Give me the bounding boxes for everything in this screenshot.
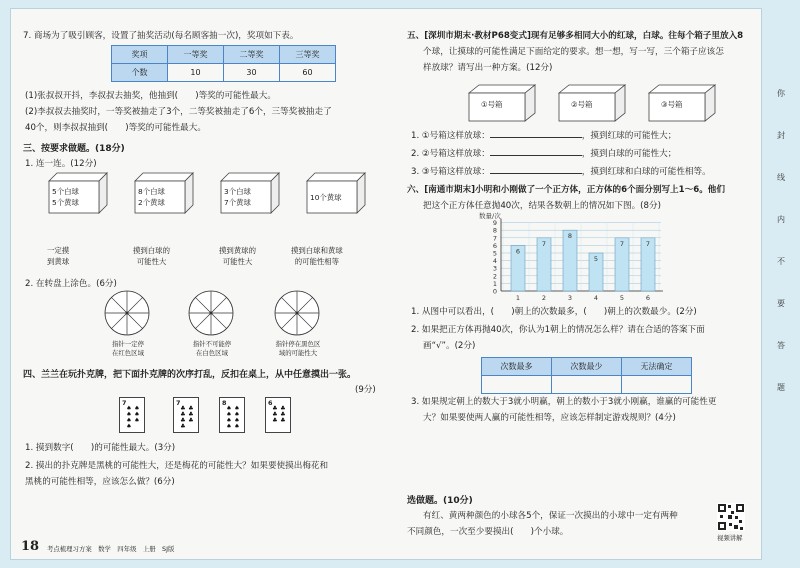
section6-q3-line1: 3. 如果规定朝上的数大于3就小明赢，朝上的数小于3就小刚赢，谁赢的可能性更 <box>411 397 717 407</box>
box-contents <box>52 186 79 208</box>
section6-title-text: 六、[南通市期末]小明和小刚做了一个正方体，正方体的6个面分别写上1～6。他们 <box>407 185 725 195</box>
option-text: 摸到白球的 <box>133 246 170 255</box>
spade-icon: ♠ <box>234 423 240 430</box>
section3-title: 三、按要求做题。(18分) <box>23 144 125 154</box>
sidebar-warning-char: 你 <box>777 89 785 98</box>
club-icon: ♣ <box>188 405 194 412</box>
box-contents <box>224 186 251 208</box>
playing-card[interactable] <box>219 397 245 433</box>
option-text: 摸到黄球的 <box>219 246 256 255</box>
sidebar-warning-char: 答 <box>777 341 785 350</box>
y-tick-label: 3 <box>492 264 497 273</box>
qr-code-icon[interactable] <box>717 503 745 531</box>
worksheet-page <box>10 8 762 560</box>
table-header-cell: 一等奖 <box>168 46 224 64</box>
club-icon: ♣ <box>180 405 186 412</box>
playing-card[interactable] <box>265 397 291 433</box>
section6-q2-line2: 画“√”。(2分) <box>423 341 476 351</box>
section5-line3: 样放球？请写出一种方案。(12分) <box>423 63 553 73</box>
q7-sub2-line2: 40个，则李叔叔抽到( )等奖的可能性最大。 <box>25 123 206 133</box>
spade-icon: ♠ <box>126 405 132 412</box>
card-suit-pips <box>271 406 287 424</box>
section4-q1: 1. 摸到数字( )的可能性最大。(3分) <box>25 443 176 453</box>
section4-title: 四、兰兰在玩扑克牌，把下面扑克牌的次序打乱，反扣在桌上，从中任意摸出一张。 <box>23 370 357 380</box>
bonus-title: 选做题。(10分) <box>407 496 473 506</box>
y-tick-label: 5 <box>492 249 497 258</box>
box2-blank[interactable] <box>490 155 582 156</box>
instruction-line: 在红色区域 <box>112 349 144 357</box>
option-text: 可能性大 <box>136 257 167 266</box>
sidebar-warning-char: 不 <box>777 257 785 266</box>
x-tick-label: 2 <box>541 294 547 301</box>
y-tick-label: 7 <box>492 234 497 243</box>
y-tick-label: 1 <box>492 279 497 288</box>
card-suit-pips <box>125 406 141 430</box>
spinner-wheel[interactable] <box>187 289 235 337</box>
spade-icon: ♠ <box>226 411 232 418</box>
choice-least[interactable]: 次数最少 <box>552 358 622 376</box>
card-rank: 7 <box>176 399 181 407</box>
box3-label-end: ，摸到红球和白球的可能性相等。 <box>581 167 711 177</box>
spade-icon: ♠ <box>226 417 232 424</box>
box-contents <box>138 186 165 208</box>
spinner-instruction <box>93 339 163 357</box>
section6-q3-line2: 大？如果要使两人赢的可能性相等，应该怎样制定游戏规则？(4分) <box>423 413 676 423</box>
choice-unknown[interactable]: 无法确定 <box>622 358 692 376</box>
club-icon: ♣ <box>180 411 186 418</box>
section3-q2-title: 2. 在转盘上涂色。(6分) <box>25 279 117 289</box>
choice-mark-cell[interactable] <box>622 376 692 394</box>
club-icon: ♣ <box>188 411 194 418</box>
card-rank: 6 <box>268 399 273 407</box>
spade-icon: ♠ <box>126 417 132 424</box>
page-number: 18 <box>21 539 40 554</box>
club-icon: ♣ <box>188 417 194 424</box>
box-line: 5个黄球 <box>52 198 79 207</box>
dice-bar-chart <box>477 211 677 301</box>
qr-label: 视频讲解 <box>717 534 743 542</box>
box1-blank[interactable] <box>490 137 582 138</box>
club-icon: ♣ <box>272 411 278 418</box>
club-icon: ♣ <box>180 423 186 430</box>
box1-label-end: ，摸到红球的可能性大； <box>581 131 677 141</box>
instruction-line: 指针停在黑色区 <box>275 340 321 348</box>
spinner-instruction <box>177 339 247 357</box>
y-tick-label: 8 <box>492 226 497 235</box>
section6-q2-line1: 2. 如果把正方体再抛40次，你认为1朝上的情况怎么样？请在合适的答案下面 <box>411 325 705 335</box>
section5-title-text: 五、[深圳市期末·教材P68变式]现有足够多相同大小的红球，白球。往每个箱子里放入8 <box>407 31 744 41</box>
box2-label-end: ，摸到白球的可能性大； <box>581 149 677 159</box>
x-tick-label: 4 <box>593 294 599 301</box>
spade-icon: ♠ <box>134 405 140 412</box>
instruction-line: 指针不可能停 <box>192 340 232 348</box>
table-header-cell: 三等奖 <box>280 46 336 64</box>
box-contents <box>310 192 342 203</box>
spade-icon: ♠ <box>234 405 240 412</box>
card-rank: 7 <box>122 399 127 407</box>
spinner-wheel[interactable] <box>103 289 151 337</box>
bar-value-label: 7 <box>619 239 625 248</box>
table-cell: 10 <box>168 64 224 82</box>
club-icon: ♣ <box>272 417 278 424</box>
bar-value-label: 6 <box>515 247 521 256</box>
spade-icon: ♠ <box>134 411 140 418</box>
choice-most[interactable]: 次数最多 <box>482 358 552 376</box>
section6-title <box>407 183 725 195</box>
option-white-likely <box>133 245 170 267</box>
box2-label: 2. ②号箱这样放球： <box>411 149 490 159</box>
bar-value-label: 8 <box>567 232 573 241</box>
sidebar-warning-char: 线 <box>777 173 785 182</box>
section4-score: (9分) <box>355 385 376 395</box>
table-row-label: 个数 <box>112 64 168 82</box>
y-tick-label: 4 <box>492 257 497 266</box>
spade-icon: ♠ <box>126 423 132 430</box>
instruction-line: 在白色区域 <box>196 349 228 357</box>
y-tick-label: 6 <box>492 241 497 250</box>
table-header-cell: 奖项 <box>112 46 168 64</box>
box-number-label: ③号箱 <box>661 100 683 109</box>
box-line: 8个白球 <box>138 187 165 196</box>
spade-icon: ♠ <box>226 405 232 412</box>
sidebar-warning-char: 题 <box>777 383 785 392</box>
box1-label: 1. ①号箱这样放球： <box>411 131 490 141</box>
box1-answer-row <box>411 129 676 141</box>
option-equal <box>291 245 343 267</box>
box-line: 5个白球 <box>52 187 79 196</box>
option-text: 一定摸 <box>47 246 70 255</box>
x-tick-label: 1 <box>515 294 521 301</box>
spade-icon: ♠ <box>234 411 240 418</box>
y-axis-label: 数量/次 <box>479 212 501 220</box>
y-tick-label: 0 <box>492 287 497 296</box>
box-number-label: ②号箱 <box>571 100 593 109</box>
option-text: 的可能性相等 <box>294 257 340 266</box>
club-icon: ♣ <box>280 417 286 424</box>
option-yellow-likely <box>219 245 256 267</box>
section3-q1-title: 1. 连一连。(12分) <box>25 159 97 169</box>
x-tick-label: 6 <box>645 294 651 301</box>
spade-icon: ♠ <box>234 417 240 424</box>
box-line: 10个黄球 <box>310 193 342 202</box>
sidebar-warning-char: 要 <box>777 299 785 308</box>
table-cell: 30 <box>224 64 280 82</box>
q7-prize-table <box>111 45 336 82</box>
x-tick-label: 3 <box>567 294 573 301</box>
bonus-line1: 有红、黄两种颜色的小球各5个，保证一次摸出的小球中一定有两种 <box>423 511 678 521</box>
x-tick-label: 5 <box>619 294 625 301</box>
club-icon: ♣ <box>280 411 286 418</box>
playing-card[interactable] <box>173 397 199 433</box>
q7-sub2-line1: (2)李叔叔去抽奖时，一等奖被抽走了3个，二等奖被抽走了6个，三等奖被抽走了 <box>25 107 332 117</box>
card-suit-pips <box>179 406 195 430</box>
option-text: 到黄球 <box>47 257 70 266</box>
spade-icon: ♠ <box>134 417 140 424</box>
spinner-instruction <box>263 339 333 357</box>
option-text: 可能性大 <box>222 257 253 266</box>
box-line: 7个黄球 <box>224 198 251 207</box>
box-line: 2个黄球 <box>138 198 165 207</box>
box3-label: 3. ③号箱这样放球： <box>411 167 490 177</box>
q7-sub1: (1)张叔叔开抖，李叔叔去抽奖，他抽到( )等奖的可能性最大。 <box>25 91 276 101</box>
card-suit-pips <box>225 406 241 430</box>
option-always-yellow <box>47 245 69 267</box>
section4-q2-line1: 2. 摸出的扑克牌是黑桃的可能性大，还是梅花的可能性大？如果要使摸出梅花和 <box>25 461 329 471</box>
bar-value-label: 5 <box>593 255 599 263</box>
section6-line2: 把这个正方体任意抛40次，结果各数朝上的情况如下图。(8分) <box>423 201 661 211</box>
club-icon: ♣ <box>180 417 186 424</box>
bar-value-label: 7 <box>645 239 651 248</box>
y-tick-label: 2 <box>492 272 497 281</box>
spade-icon: ♠ <box>226 423 232 430</box>
instruction-line: 指针一定停 <box>112 340 144 348</box>
table-header-cell: 二等奖 <box>224 46 280 64</box>
choice-mark-cell[interactable] <box>482 376 552 394</box>
spade-icon: ♠ <box>126 411 132 418</box>
playing-card[interactable] <box>119 397 145 433</box>
answer-choice-table <box>481 357 692 394</box>
section5-title <box>407 29 743 41</box>
choice-mark-cell[interactable] <box>552 376 622 394</box>
option-text: 摸到白球和黄球 <box>291 246 343 255</box>
box-line: 3个白球 <box>224 187 251 196</box>
box3-blank[interactable] <box>490 173 582 174</box>
instruction-line: 域的可能性大 <box>278 349 318 357</box>
section5-line2: 个球，让摸球的可能性满足下面给定的要求。想一想，写一写，三个箱子应该怎 <box>423 47 724 57</box>
box2-answer-row <box>411 147 676 159</box>
spinner-wheel[interactable] <box>273 289 321 337</box>
footer-text: 考点梳理习方案 数学 四年级 上册 SJ版 <box>47 545 175 553</box>
q7-intro: 7. 商场为了吸引顾客，设置了抽奖活动(每名顾客抽一次)，奖项如下表。 <box>23 31 299 41</box>
box-number-label: ①号箱 <box>481 100 503 109</box>
card-rank: 8 <box>222 399 227 407</box>
bonus-line2: 不同颜色，一次至少要摸出( )个小球。 <box>407 527 569 537</box>
club-icon: ♣ <box>272 405 278 412</box>
club-icon: ♣ <box>280 405 286 412</box>
y-tick-label: 9 <box>492 219 497 228</box>
sidebar-warning-char: 封 <box>777 131 785 140</box>
box3-answer-row <box>411 165 711 177</box>
table-cell: 60 <box>280 64 336 82</box>
section6-q1: 1. 从图中可以看出，( )朝上的次数最多，( )朝上的次数最少。(2分) <box>411 307 697 317</box>
section4-q2-line2: 黑桃的可能性相等，应该怎么做？(6分) <box>25 477 175 487</box>
bar-value-label: 7 <box>541 239 547 248</box>
sidebar-warning-char: 内 <box>777 215 785 224</box>
